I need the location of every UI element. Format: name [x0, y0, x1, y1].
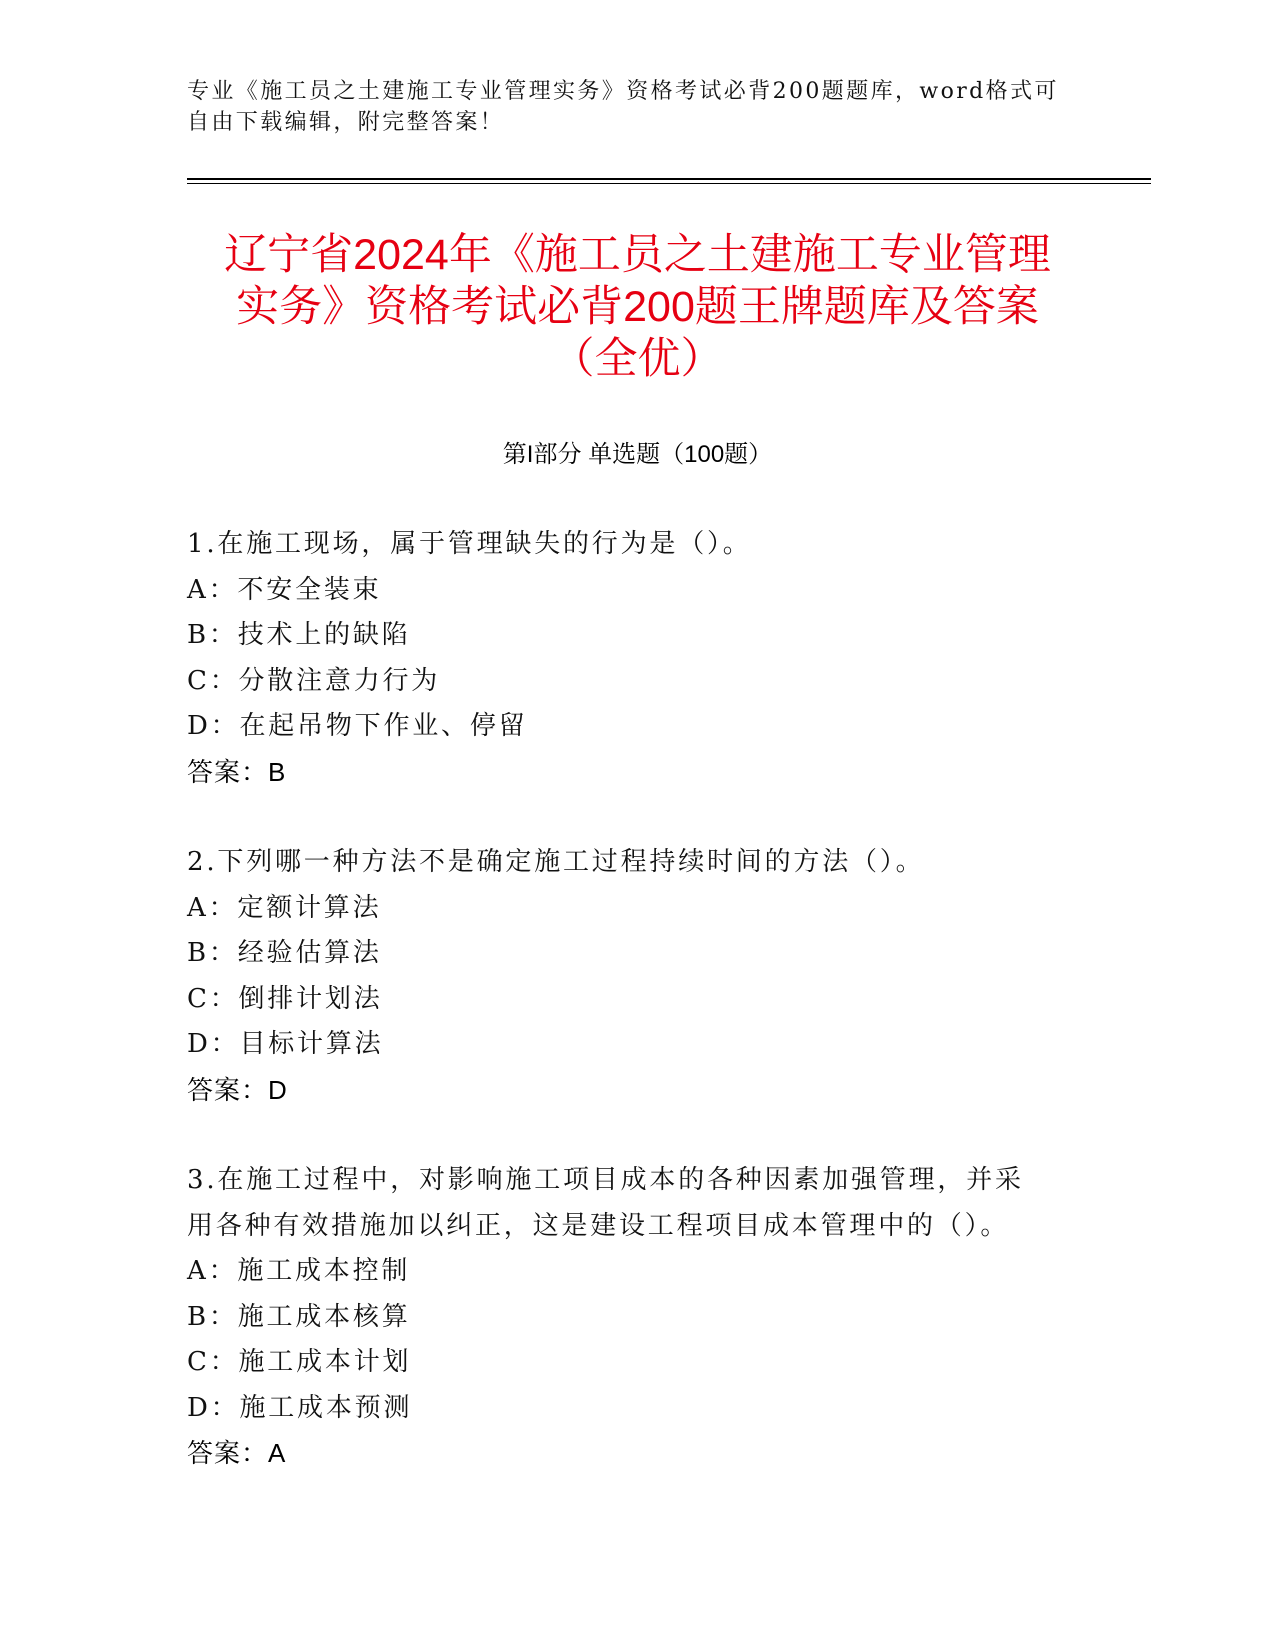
option-label: D：	[187, 711, 240, 741]
page-header	[187, 76, 1087, 138]
answer-line: 答案：B	[187, 756, 287, 787]
option-label: A：	[187, 892, 238, 923]
answer-line: 答案：D	[187, 1074, 288, 1105]
option-text: 施工成本控制	[237, 1256, 411, 1286]
option-label: B：	[187, 938, 238, 968]
option-text: 施工成本计划	[238, 1347, 412, 1377]
option-a	[187, 886, 1035, 932]
option-label: C：	[187, 665, 239, 696]
title-line-1: 辽宁省2024年《施工员之土建施工专业管理	[224, 231, 1051, 279]
option-label: C：	[187, 983, 239, 1014]
option-text: 不安全装束	[237, 574, 382, 605]
question-1	[187, 522, 1035, 795]
title-line-3: （全优）	[551, 335, 724, 383]
option-b	[187, 931, 1035, 977]
question-list	[187, 522, 1035, 1477]
option-text: 经验估算法	[237, 938, 382, 968]
option-b	[187, 1295, 1035, 1341]
option-a	[187, 1249, 1035, 1295]
option-text: 施工成本预测	[239, 1392, 413, 1423]
option-d	[187, 1022, 1035, 1068]
option-text: 分散注意力行为	[238, 665, 441, 696]
option-text: 目标计算法	[239, 1029, 384, 1059]
option-text: 倒排计划法	[238, 983, 383, 1014]
option-c	[187, 659, 1035, 705]
option-text: 技术上的缺陷	[237, 620, 411, 650]
question-2	[187, 840, 1035, 1113]
option-c	[187, 977, 1035, 1023]
question-text: 1.在施工现场，属于管理缺失的行为是（）。	[187, 529, 752, 559]
option-b	[187, 613, 1035, 659]
section-heading: 第I部分 单选题（100题）	[502, 441, 773, 468]
option-d	[187, 1386, 1035, 1432]
option-label: C：	[187, 1347, 239, 1377]
option-label: D：	[187, 1392, 240, 1423]
option-text: 在起吊物下作业、停留	[239, 711, 528, 741]
option-label: B：	[187, 1301, 238, 1332]
header-line-1: 专业《施工员之土建施工专业管理实务》资格考试必背200题题库，word格式可	[187, 79, 1059, 104]
question-3	[187, 1158, 1035, 1477]
document-title	[0, 229, 1275, 385]
option-text: 定额计算法	[237, 892, 382, 923]
answer-line: 答案：A	[187, 1438, 287, 1468]
option-label: D：	[187, 1029, 240, 1059]
option-d	[187, 704, 1035, 750]
question-text: 2.下列哪一种方法不是确定施工过程持续时间的方法（）。	[187, 847, 925, 877]
header-double-rule	[187, 178, 1151, 184]
title-line-2: 实务》资格考试必背200题王牌题库及答案	[236, 283, 1039, 331]
question-text: 3.在施工过程中，对影响施工项目成本的各种因素加强管理，并采用各种有效措施加以纠正，这是建设工程项目成本管理中的（）。	[187, 1165, 1024, 1241]
option-label: A：	[187, 574, 238, 605]
option-text: 施工成本核算	[237, 1301, 411, 1332]
option-label: B：	[187, 620, 238, 650]
header-line-2: 自由下载编辑，附完整答案！	[187, 110, 505, 135]
option-a	[187, 568, 1035, 614]
option-c	[187, 1340, 1035, 1386]
option-label: A：	[187, 1256, 238, 1286]
